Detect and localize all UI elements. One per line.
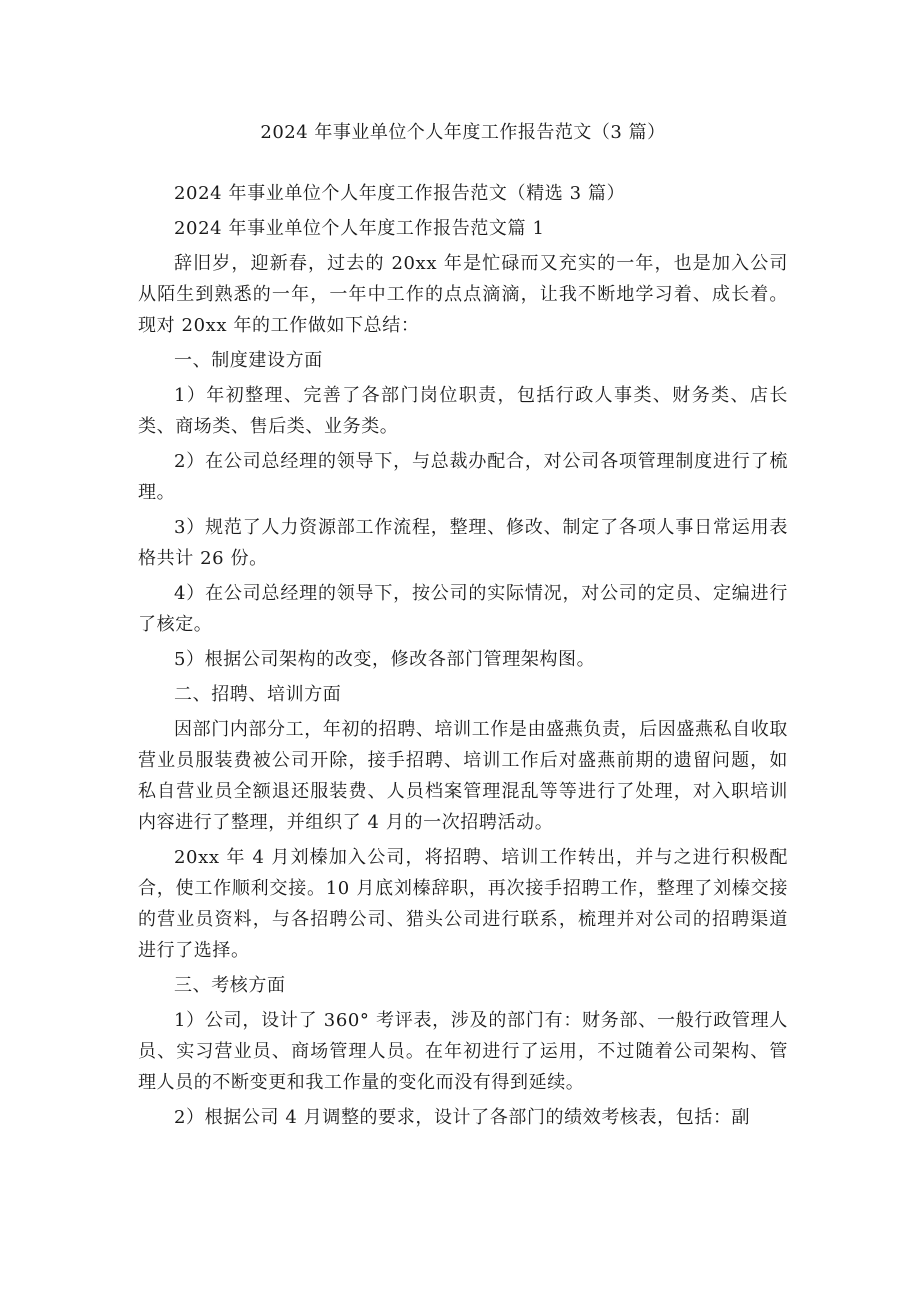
section-heading-part-1: 2024 年事业单位个人年度工作报告范文篇 1	[174, 218, 545, 239]
item-paragraph-2: 2）在公司总经理的领导下，与总裁办配合，对公司各项管理制度进行了梳理。	[138, 451, 788, 503]
heading-recruitment-training: 二、招聘、培训方面	[174, 684, 342, 705]
recruitment-paragraph-2: 20xx 年 4 月刘榛加入公司，将招聘、培训工作转出，并与之进行积极配合，使工作顺利交接。10 月底刘榛辞职，再次接手招聘工作，整理了刘榛交接的营业员资料，与各招聘公司、猎头公司进行联系，梳理并对公司的招聘渠道进行了选择。	[138, 847, 788, 961]
item-paragraph-3: 3）规范了人力资源部工作流程，整理、修改、制定了各项人事日常运用表格共计 26 份。	[138, 517, 788, 569]
heading-assessment: 三、考核方面	[174, 975, 286, 996]
subtitle: 2024 年事业单位个人年度工作报告范文（精选 3 篇）	[174, 183, 626, 204]
item-paragraph-5: 5）根据公司架构的改变，修改各部门管理架构图。	[174, 649, 596, 670]
item-paragraph-1: 1）年初整理、完善了各部门岗位职责，包括行政人事类、财务类、店长类、商场类、售后类、业务类。	[138, 385, 788, 437]
recruitment-paragraph-1: 因部门内部分工，年初的招聘、培训工作是由盛燕负责，后因盛燕私自收取营业员服装费被公司开除，接手招聘、培训工作后对盛燕前期的遗留问题，如私自营业员全额退还服装费、人员档案管理混乱等等进行了处理，对入职培训内容进行了整理，并组织了 4 月的一次招聘活动。	[138, 719, 788, 833]
intro-paragraph: 辞旧岁，迎新春，过去的 20xx 年是忙碌而又充实的一年，也是加入公司从陌生到熟悉的一年，一年中工作的点点滴滴，让我不断地学习着、成长着。现对 20xx 年的工作做如下总结：	[138, 253, 788, 336]
document-title: 2024 年事业单位个人年度工作报告范文（3 篇）	[260, 122, 666, 143]
assessment-paragraph-1: 1）公司，设计了 360° 考评表，涉及的部门有：财务部、一般行政管理人员、实习营业员、商场管理人员。在年初进行了运用，不过随着公司架构、管理人员的不断变更和我工作量的变化而没有得到延续。	[138, 1010, 788, 1093]
document-body	[138, 178, 788, 1133]
item-paragraph-4: 4）在公司总经理的领导下，按公司的实际情况，对公司的定员、定编进行了核定。	[138, 583, 788, 635]
assessment-paragraph-2: 2）根据公司 4 月调整的要求，设计了各部门的绩效考核表，包括：副	[174, 1107, 751, 1128]
heading-system-building: 一、制度建设方面	[174, 350, 323, 371]
